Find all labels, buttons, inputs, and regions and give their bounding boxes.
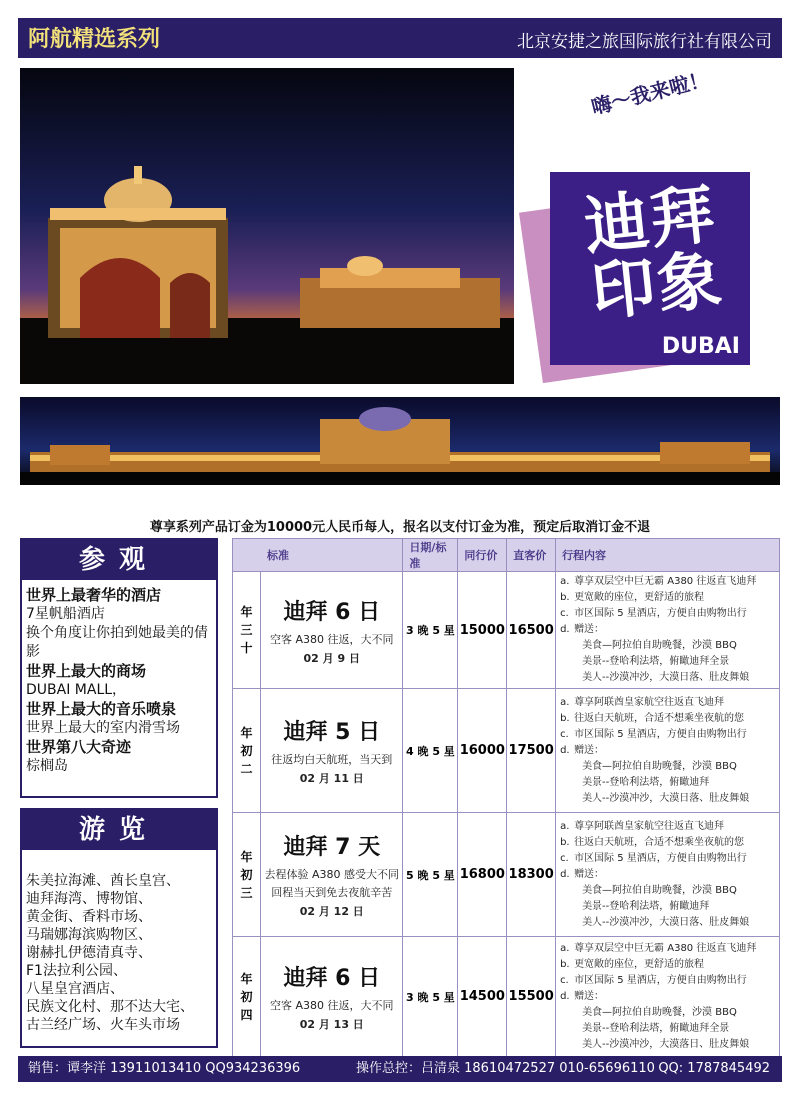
- qq-contact: QQ: 1787845492: [658, 1061, 770, 1076]
- promo-title-line1: 迪拜: [581, 177, 721, 265]
- content-item-key: d.: [560, 990, 570, 1002]
- departure-label-char: 二: [240, 761, 253, 776]
- tour-line: 民族文化村、那不达大宅、: [26, 999, 194, 1015]
- gift-item: 美景--登哈利法塔，俯瞰迪拜: [582, 900, 710, 912]
- content-item-key: b.: [560, 836, 570, 848]
- content-item-text: 市区国际 5 星酒店，方便自由购物出行: [574, 608, 747, 619]
- product-subtitle: 空客 A380 往返，大不同: [270, 632, 394, 646]
- content-item-key: c.: [560, 852, 569, 864]
- promo-title: [548, 178, 761, 330]
- direct-price: 16500: [507, 572, 556, 689]
- content-item: [560, 590, 775, 606]
- content-item: [560, 695, 775, 711]
- visit-line: 7星帆船酒店: [26, 606, 105, 622]
- tour-line: 古兰经广场、火车头市场: [26, 1017, 180, 1033]
- tour-line: 朱美拉海滩、酋长皇宫、: [26, 873, 180, 889]
- col-content: 行程内容: [556, 539, 780, 572]
- content-item-text: 尊享双层空中巨无霸 A380 往返直飞迪拜: [574, 576, 757, 587]
- visit-line: DUBAI MALL，: [26, 682, 127, 698]
- promo-tagline: 嗨～我来啦！: [588, 66, 712, 120]
- gift-item: 美景--登哈利法塔，俯瞰迪拜全景: [582, 656, 730, 667]
- content-item-text: 赠送：: [574, 868, 605, 880]
- nights-stars: 4 晚 5 星: [403, 689, 458, 813]
- direct-price: 15500: [507, 937, 556, 1057]
- tour-heading: 游览: [22, 810, 216, 850]
- sales-contact: 销售：谭李洋 13911013410 QQ934236396: [28, 1061, 301, 1076]
- departure-label-char: 初: [240, 867, 253, 882]
- product-cell: [261, 689, 403, 813]
- content-item: [560, 973, 775, 989]
- content-item-text: 赠送：: [574, 990, 605, 1002]
- gift-item: 美人--沙漠冲沙，大漠日落、肚皮舞娘: [582, 916, 750, 928]
- departure-label-char: 年: [240, 971, 253, 986]
- content-item: [560, 867, 775, 883]
- departure-label: [233, 689, 261, 813]
- visit-line: 换个角度让你拍到她最美的倩影: [26, 625, 208, 660]
- content-item-key: a.: [560, 820, 570, 832]
- content-item-key: c.: [560, 974, 569, 986]
- gift-item: 美景--登哈利法塔，俯瞰迪拜: [582, 776, 710, 788]
- content-item-key: c.: [560, 728, 569, 740]
- visit-panel: [20, 538, 218, 798]
- peer-price: 14500: [458, 937, 507, 1057]
- product-title: 迪拜 6 日: [283, 599, 381, 625]
- content-item: [560, 622, 775, 638]
- tour-line: F1法拉利公园、: [26, 963, 127, 979]
- content-item: [560, 711, 775, 727]
- top-banner: [18, 18, 782, 58]
- content-item-key: b.: [560, 958, 570, 970]
- content-item: [560, 851, 775, 867]
- tour-line: 八星皇宫酒店、: [26, 981, 124, 997]
- content-item-text: 尊享阿联酋皇家航空往返直飞迪拜: [574, 696, 725, 708]
- promo-title-line2: 印象: [587, 243, 727, 331]
- table-row: [233, 572, 780, 689]
- content-item-text: 市区国际 5 星酒店，方便自由购物出行: [574, 728, 747, 740]
- tour-line: 迪拜海湾、博物馆、: [26, 891, 152, 907]
- content-item: [560, 606, 775, 622]
- col-standard: 标准: [233, 539, 403, 572]
- product-cell: [261, 813, 403, 937]
- nights-stars: 3 晚 5 星: [403, 937, 458, 1057]
- content-item-key: d.: [560, 624, 570, 635]
- promo-title-en: DUBAI: [661, 334, 740, 359]
- direct-price: 17500: [507, 689, 556, 813]
- direct-price: 18300: [507, 813, 556, 937]
- itinerary-table: [232, 538, 780, 1057]
- gift-item: 美食—阿拉伯自助晚餐，沙漠 BBQ: [582, 884, 737, 896]
- content-item-key: b.: [560, 592, 570, 603]
- departure-label: [233, 813, 261, 937]
- content-item-text: 赠送：: [574, 624, 605, 635]
- departure-label-char: 初: [240, 989, 253, 1004]
- col-date: 日期/标准: [403, 539, 458, 572]
- departure-label-char: 年: [240, 725, 253, 740]
- gift-item: 美人--沙漠冲沙，大漠日落、肚皮舞娘: [582, 672, 750, 683]
- content-item-text: 尊享双层空中巨无霸 A380 往返直飞迪拜: [574, 942, 757, 954]
- content-item: [560, 819, 775, 835]
- peer-price: 15000: [458, 572, 507, 689]
- content-item: [560, 743, 775, 759]
- content-item-key: a.: [560, 576, 570, 587]
- gift-item: 美景--登哈利法塔，俯瞰迪拜全景: [582, 1022, 730, 1034]
- content-item-key: c.: [560, 608, 569, 619]
- visit-heading: 参观: [22, 540, 216, 580]
- content-item: [560, 727, 775, 743]
- peer-price: 16000: [458, 689, 507, 813]
- gift-item: 美食—阿拉伯自助晚餐，沙漠 BBQ: [582, 640, 737, 651]
- gift-item: 美人--沙漠冲沙，大漠日落、肚皮舞娘: [582, 792, 750, 804]
- table-row: [233, 937, 780, 1057]
- content-item-key: d.: [560, 744, 570, 756]
- gift-item: 美人--沙漠冲沙，大漠落日、肚皮舞娘: [582, 1038, 750, 1050]
- nights-stars: 5 晚 5 星: [403, 813, 458, 937]
- content-item-text: 更宽敞的座位，更舒适的旅程: [574, 958, 705, 970]
- product-title: 迪拜 7 天: [283, 835, 381, 860]
- itinerary-content: [556, 572, 780, 689]
- banner-photo-emirates-palace: [20, 397, 780, 485]
- visit-line: 世界上最奢华的酒店: [26, 586, 162, 604]
- deposit-notice: 尊享系列产品订金为10000元人民币每人，报名以支付订金为准，预定后取消订金不退: [149, 520, 651, 535]
- departure-label-char: 三: [240, 623, 253, 637]
- product-subtitle-2: 回程当天到免去夜航辛苦: [271, 886, 393, 899]
- tour-line: 谢赫扎伊德清真寺、: [26, 945, 152, 961]
- hero-photo-palace-arch: [20, 68, 514, 384]
- product-subtitle: 去程体验 A380 感受大不同: [264, 868, 400, 881]
- content-item-key: a.: [560, 942, 570, 954]
- departure-date: 02 月 12 日: [299, 905, 364, 918]
- content-item: [560, 957, 775, 973]
- col-peer-price: 同行价: [458, 539, 507, 572]
- departure-date: 02 月 11 日: [299, 772, 364, 785]
- itinerary-content: [556, 689, 780, 813]
- visit-list: [22, 580, 216, 780]
- departure-label: [233, 572, 261, 689]
- content-item: [560, 574, 775, 590]
- visit-line: 世界上最大的商场: [26, 662, 147, 680]
- departure-label-char: 四: [240, 1007, 253, 1022]
- visit-line: 世界上最大的音乐喷泉: [26, 700, 177, 718]
- departure-label-char: 十: [240, 641, 253, 655]
- tour-panel: [20, 808, 218, 1048]
- operations-contact: 操作总控：吕清泉 18610472527 010-65696110: [356, 1061, 655, 1076]
- gift-item: 美食—阿拉伯自助晚餐，沙漠 BBQ: [582, 760, 737, 772]
- itinerary-content: [556, 937, 780, 1057]
- product-subtitle: 往返均白天航班，当天到: [271, 753, 393, 766]
- content-item: [560, 835, 775, 851]
- departure-date: 02 月 13 日: [299, 1018, 364, 1031]
- peer-price: 16800: [458, 813, 507, 937]
- departure-date: 02 月 9 日: [303, 651, 360, 665]
- product-title: 迪拜 5 日: [283, 720, 381, 745]
- promo-title-box: [550, 172, 750, 365]
- nights-stars: 3 晚 5 星: [403, 572, 458, 689]
- content-item: [560, 941, 775, 957]
- content-item-text: 更宽敞的座位，更舒适的旅程: [574, 592, 705, 603]
- agency-name: 北京安捷之旅国际旅行社有限公司: [517, 32, 772, 52]
- table-header: [233, 539, 780, 572]
- gift-item: 美食—阿拉伯自助晚餐，沙漠 BBQ: [582, 1006, 737, 1018]
- visit-line: 棕榈岛: [26, 758, 68, 774]
- itinerary-content: [556, 813, 780, 937]
- product-cell: [261, 572, 403, 689]
- contact-footer: [18, 1056, 782, 1082]
- departure-label-char: 三: [240, 885, 253, 900]
- tour-line: 马瑞娜海滨购物区、: [26, 927, 152, 943]
- departure-label-char: 年: [240, 849, 253, 864]
- content-item-text: 市区国际 5 星酒店，方便自由购物出行: [574, 974, 747, 986]
- product-subtitle: 空客 A380 往返，大不同: [270, 999, 394, 1012]
- tour-line: 黄金街、香料市场、: [26, 909, 152, 925]
- departure-label: [233, 937, 261, 1057]
- content-item: [560, 989, 775, 1005]
- visit-line: 世界上最大的室内滑雪场: [26, 720, 180, 736]
- content-item-text: 往返白天航班，合适不想乘坐夜航的您: [574, 836, 745, 848]
- content-item-key: b.: [560, 712, 570, 724]
- product-cell: [261, 937, 403, 1057]
- content-item-text: 市区国际 5 星酒店，方便自由购物出行: [574, 852, 747, 864]
- content-item-text: 往返白天航班，合适不想乘坐夜航的您: [574, 712, 745, 724]
- departure-label-char: 年: [240, 605, 253, 619]
- product-title: 迪拜 6 日: [283, 966, 381, 991]
- series-title: 阿航精选系列: [28, 27, 161, 52]
- visit-line: 世界第八大奇迹: [26, 738, 132, 756]
- content-item-key: d.: [560, 868, 570, 880]
- table-row: [233, 689, 780, 813]
- departure-label-char: 初: [240, 743, 253, 758]
- content-item-key: a.: [560, 696, 570, 708]
- col-direct-price: 直客价: [507, 539, 556, 572]
- content-item-text: 尊享阿联酋皇家航空往返直飞迪拜: [574, 820, 725, 832]
- content-item-text: 赠送：: [574, 744, 605, 756]
- tour-list: [22, 850, 216, 1038]
- table-row: [233, 813, 780, 937]
